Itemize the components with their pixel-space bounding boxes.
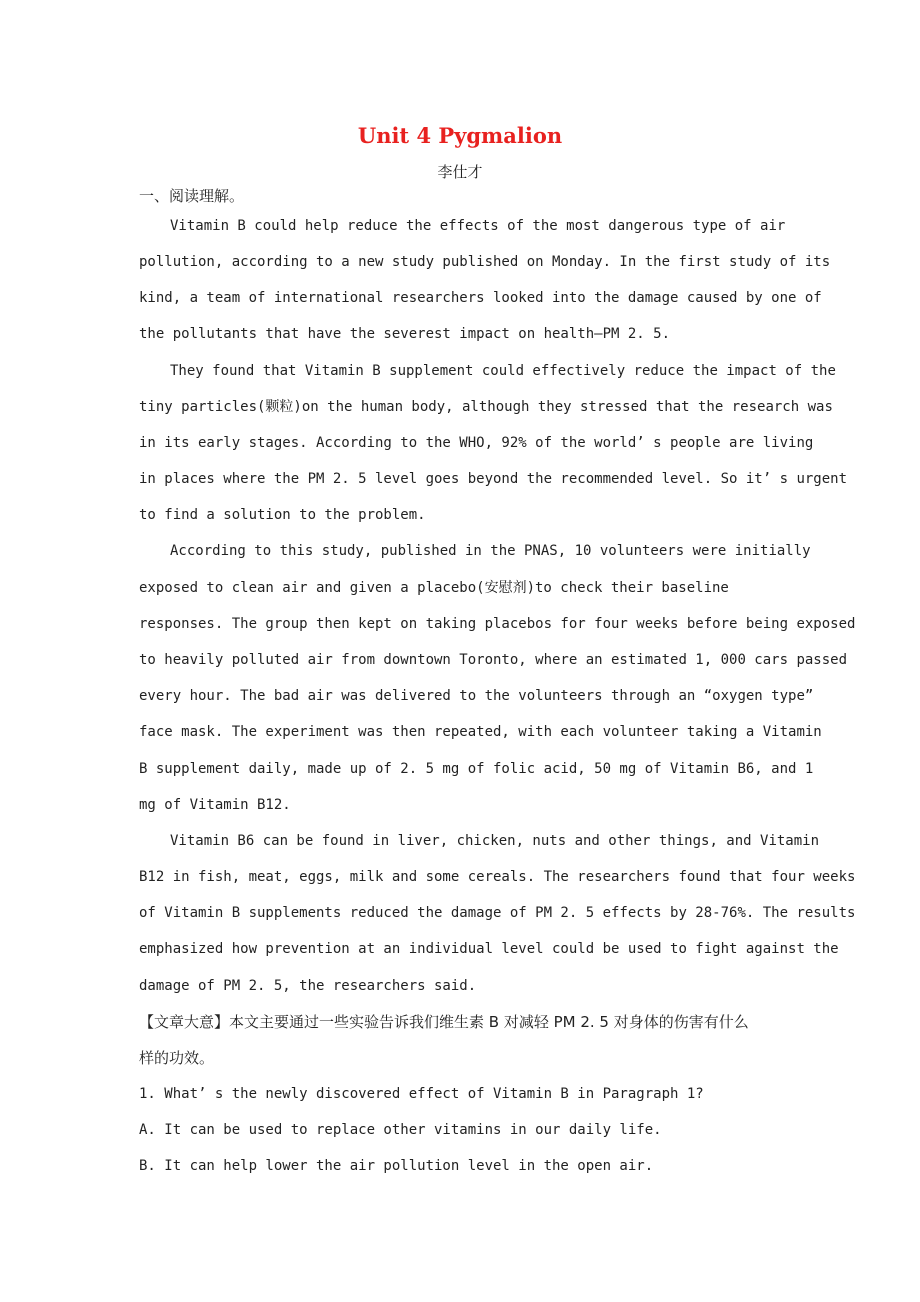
paragraph-2-line-4: in places where the PM 2. 5 level goes beyond the recommended level. So it’ s urgent: [139, 471, 848, 487]
question-1-option-a: A. It can be used to replace other vitamins in our daily life.: [139, 1122, 662, 1138]
paragraph-3-line-4: to heavily polluted air from downtown Toronto, where an estimated 1, 000 cars passed: [139, 652, 848, 668]
paragraph-3-line-8: mg of Vitamin B12.: [139, 797, 291, 813]
paragraph-4-line-1: Vitamin B6 can be found in liver, chicken, nuts and other things, and Vitamin: [170, 833, 820, 849]
section-heading: 一、阅读理解。: [139, 187, 245, 205]
paragraph-2-line-2: tiny particles(颗粒)on the human body, although they stressed that the research was: [139, 399, 833, 415]
paragraph-4-line-5: damage of PM 2. 5, the researchers said.: [139, 978, 477, 994]
paragraph-3-line-7: B supplement daily, made up of 2. 5 mg of folic acid, 50 mg of Vitamin B6, and 1: [139, 761, 814, 777]
question-1-option-b: B. It can help lower the air pollution level in the open air.: [139, 1158, 654, 1174]
question-1-stem: 1. What’ s the newly discovered effect of Vitamin B in Paragraph 1?: [139, 1086, 704, 1102]
paragraph-1-line-4: the pollutants that have the severest impact on health—PM 2. 5.: [139, 326, 671, 342]
paragraph-4-line-4: emphasized how prevention at an individual level could be used to fight against the: [139, 941, 839, 957]
paragraph-3-line-5: every hour. The bad air was delivered to the volunteers through an “oxygen type”: [139, 688, 814, 704]
paragraph-2-line-1: They found that Vitamin B supplement could effectively reduce the impact of the: [170, 363, 836, 379]
paragraph-1-line-1: Vitamin B could help reduce the effects of the most dangerous type of air: [170, 218, 786, 234]
author-name: 李仕才: [437, 163, 483, 181]
summary-line-2: 样的功效。: [139, 1049, 215, 1067]
paragraph-4-line-2: B12 in fish, meat, eggs, milk and some cereals. The researchers found that four weeks: [139, 869, 856, 885]
paragraph-3-line-3: responses. The group then kept on taking placebos for four weeks before being exposed: [139, 616, 856, 632]
paragraph-1-line-2: pollution, according to a new study published on Monday. In the first study of its: [139, 254, 831, 270]
paragraph-3-line-2: exposed to clean air and given a placebo(安慰剂)to check their baseline: [139, 580, 729, 596]
paragraph-3-line-6: face mask. The experiment was then repeated, with each volunteer taking a Vitamin: [139, 724, 822, 740]
paragraph-4-line-3: of Vitamin B supplements reduced the damage of PM 2. 5 effects by 28-76%. The results: [139, 905, 856, 921]
paragraph-2-line-5: to find a solution to the problem.: [139, 507, 426, 523]
paragraph-1-line-3: kind, a team of international researchers looked into the damage caused by one of: [139, 290, 822, 306]
document-title: Unit 4 Pygmalion: [357, 123, 563, 148]
summary-line-1: 【文章大意】本文主要通过一些实验告诉我们维生素 B 对减轻 PM 2. 5 对身体的伤害有什么: [139, 1013, 749, 1031]
paragraph-2-line-3: in its early stages. According to the WHO, 92% of the world’ s people are living: [139, 435, 814, 451]
paragraph-3-line-1: According to this study, published in the PNAS, 10 volunteers were initially: [170, 543, 811, 559]
